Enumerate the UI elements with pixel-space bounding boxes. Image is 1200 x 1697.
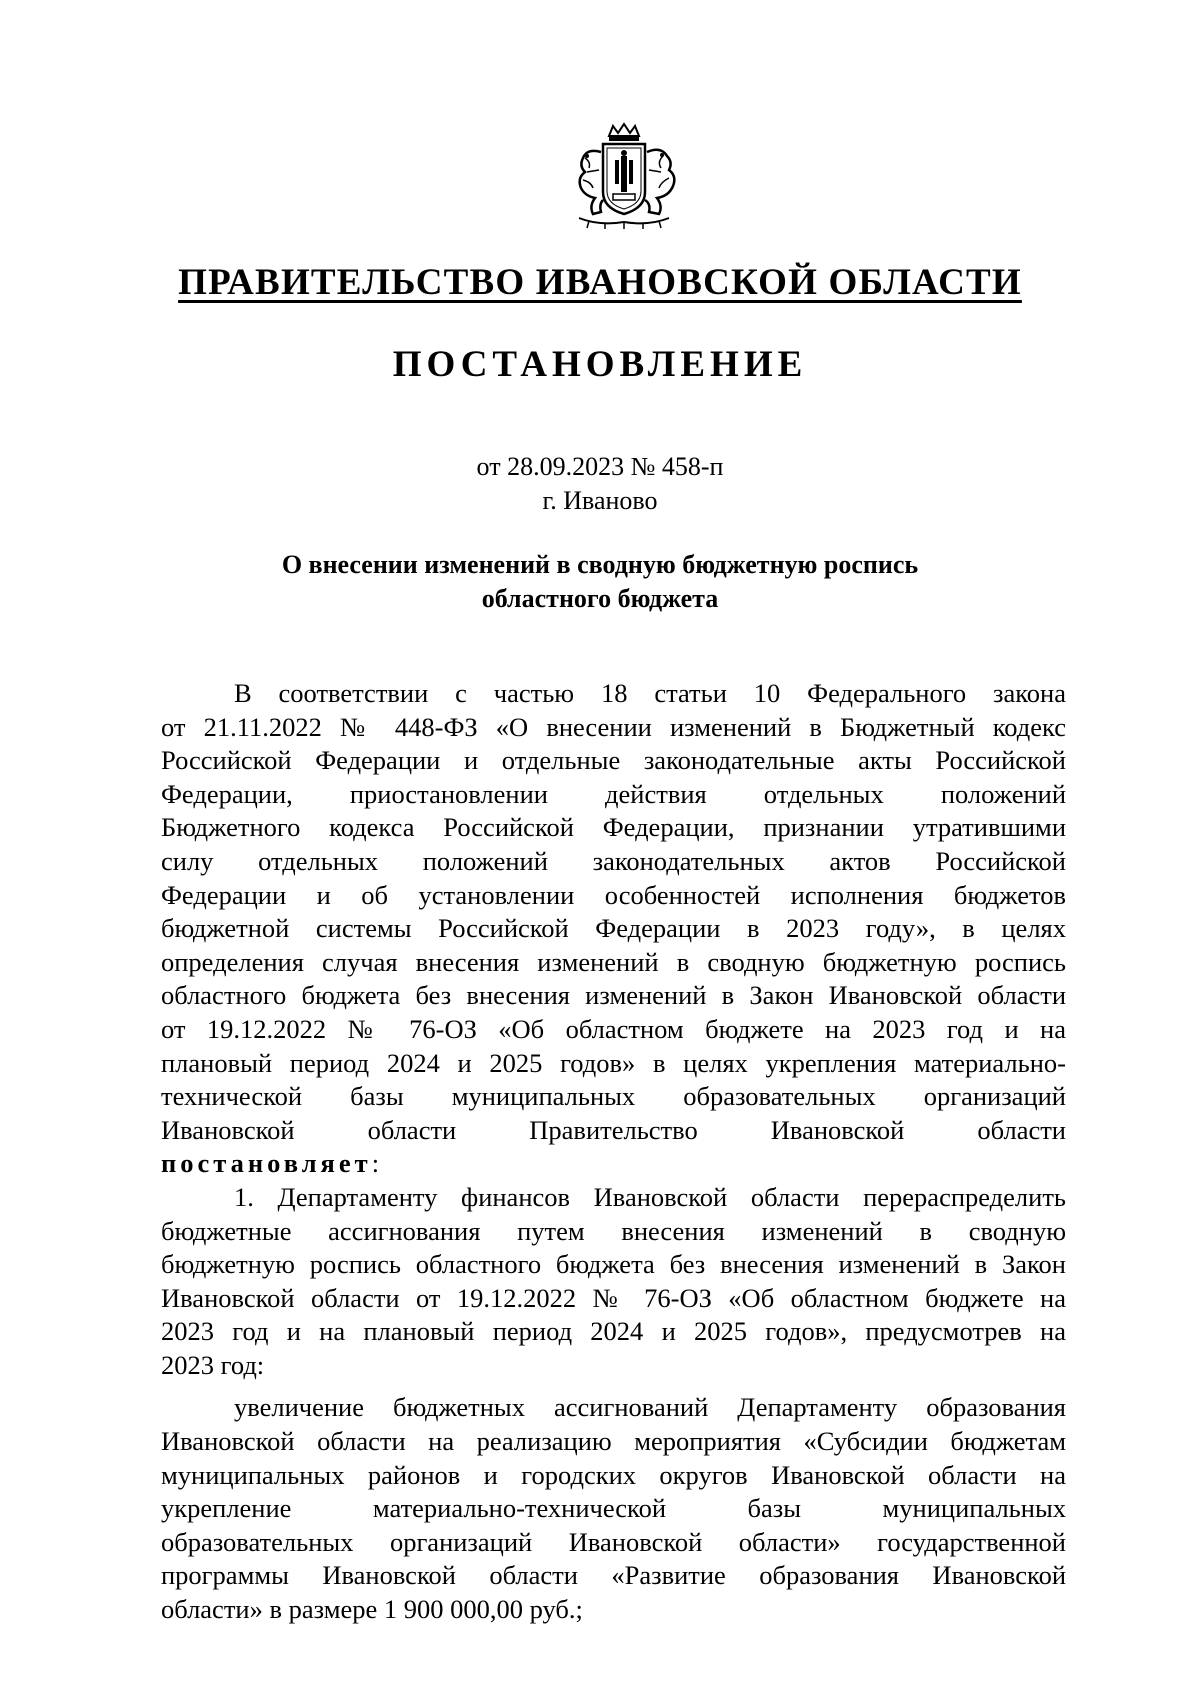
- body-line: областного бюджета без внесения изменений в Закон Ивановской области: [161, 980, 1066, 1011]
- body-line: укрепление материально-технической базы муниципальных: [161, 1493, 1066, 1524]
- document-type: ПОСТАНОВЛЕНИЕ: [392, 344, 808, 385]
- body-line: от 19.12.2022 № 76-ОЗ «Об областном бюджете на 2023 год и на: [161, 1013, 1066, 1044]
- document-body: [161, 677, 1066, 1627]
- body-line: Ивановской области от 19.12.2022 № 76-ОЗ «Об областном бюджете на: [161, 1282, 1066, 1313]
- body-line: бюджетной системы Российской Федерации в 2023 году», в целях: [161, 913, 1066, 944]
- body-line: 1. Департаменту финансов Ивановской области перераспределить: [234, 1181, 1066, 1212]
- body-line: Федерации и об установлении особенностей исполнения бюджетов: [161, 879, 1066, 910]
- city: г. Иваново: [542, 486, 658, 515]
- body-line: определения случая внесения изменений в сводную бюджетную роспись: [161, 946, 1066, 977]
- body-line: силу отдельных положений законодательных актов Российской: [161, 845, 1066, 876]
- body-line: бюджетную роспись областного бюджета без внесения изменений в Закон: [161, 1249, 1066, 1280]
- body-line: Ивановской области на реализацию мероприятия «Субсидии бюджетам: [161, 1426, 1066, 1457]
- ivanovo-coat-of-arms-icon: [565, 122, 683, 230]
- body-line: увеличение бюджетных ассигнований Департаменту образования: [234, 1392, 1066, 1423]
- body-line: 2023 год:: [161, 1349, 265, 1380]
- body-line: технической базы муниципальных образовательных организаций: [161, 1081, 1066, 1112]
- subject-line: областного бюджета: [481, 584, 719, 613]
- decree-line: [161, 1147, 1066, 1181]
- date-number: от 28.09.2023 № 458-п: [476, 452, 724, 481]
- body-line: от 21.11.2022 № 448-ФЗ «О внесении изменений в Бюджетный кодекс: [161, 711, 1066, 742]
- body-line: Бюджетного кодекса Российской Федерации, признании утратившими: [161, 812, 1066, 843]
- subject-line: О внесении изменений в сводную бюджетную роспись: [281, 550, 919, 579]
- body-line: образовательных организаций Ивановской области» государственной: [161, 1526, 1066, 1557]
- body-line: плановый период 2024 и 2025 годов» в целях укрепления материально-: [161, 1047, 1066, 1078]
- organization-title: ПРАВИТЕЛЬСТВО ИВАНОВСКОЙ ОБЛАСТИ: [178, 262, 1022, 303]
- body-line: бюджетные ассигнования путем внесения изменений в сводную: [161, 1215, 1066, 1246]
- decree-word: постановляет: [161, 1148, 372, 1179]
- body-line: муниципальных районов и городских округов Ивановской области на: [161, 1459, 1066, 1490]
- body-line: В соответствии с частью 18 статьи 10 Федерального закона: [234, 678, 1066, 708]
- body-line: области» в размере 1 900 000,00 руб.;: [161, 1594, 583, 1625]
- decree-colon: :: [371, 1148, 380, 1179]
- body-line: программы Ивановской области «Развитие образования Ивановской: [161, 1560, 1066, 1591]
- body-line: Российской Федерации и отдельные законодательные акты Российской: [161, 745, 1066, 776]
- body-line: 2023 год и на плановый период 2024 и 2025 годов», предусмотрев на: [161, 1316, 1066, 1347]
- body-line: Ивановской области Правительство Ивановской области: [161, 1114, 1066, 1145]
- body-line: Федерации, приостановлении действия отдельных положений: [161, 778, 1066, 809]
- document-meta: [0, 450, 1200, 518]
- document-subject: [0, 548, 1200, 616]
